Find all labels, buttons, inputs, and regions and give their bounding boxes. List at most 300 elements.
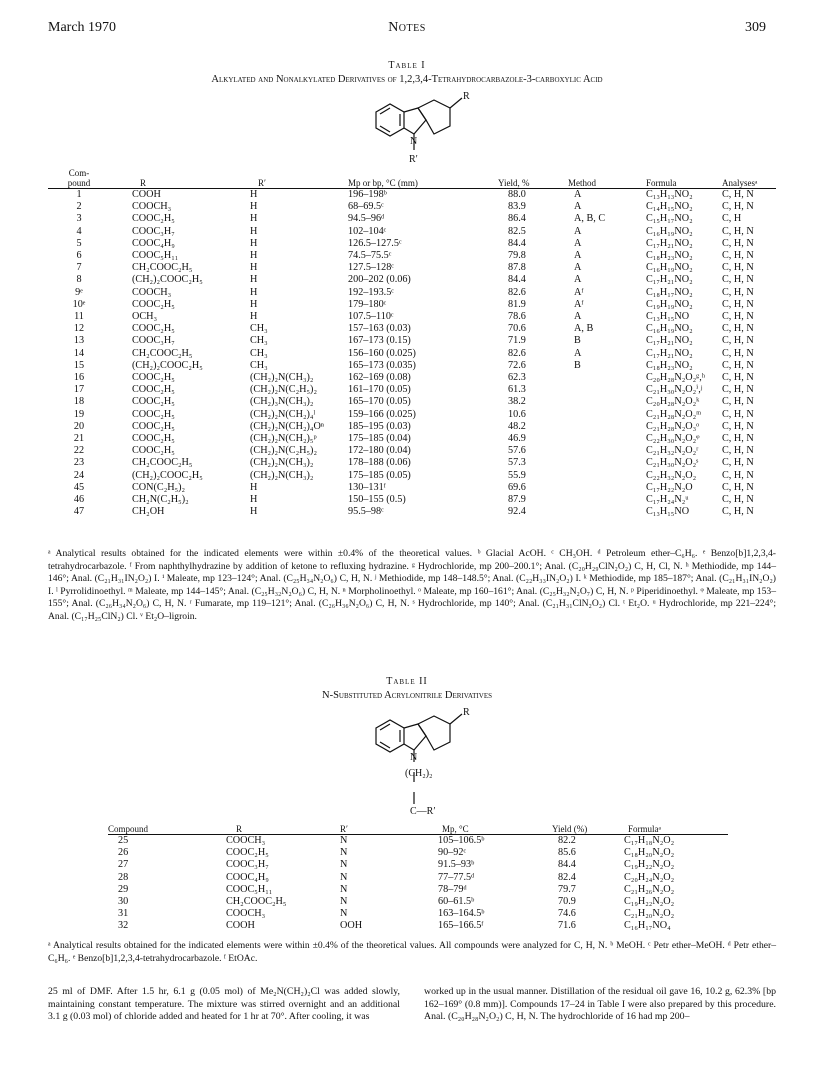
cell-rprime: (CH₂)₃N(CH₃)₂ xyxy=(250,396,314,408)
cell-yield: 79.8 xyxy=(508,250,526,262)
cell-r: COOC₂H₅ xyxy=(132,213,175,225)
cell-r: COOH xyxy=(132,189,161,200)
col-rprime: R′ xyxy=(228,178,348,189)
cell-analyses: C, H, N xyxy=(722,396,754,408)
cell-analyses: C, H, N xyxy=(722,384,754,396)
struct2-n-label: N xyxy=(410,752,418,763)
col-r: R xyxy=(110,178,228,189)
table1-row xyxy=(48,482,776,494)
cell-r: COOC₄H₉ xyxy=(132,237,175,249)
table2 xyxy=(108,824,728,933)
cell-yield: 88.0 xyxy=(508,189,526,200)
cell-compound: 1 xyxy=(76,189,82,200)
cell-r: COOCH₃ xyxy=(226,908,266,920)
cell-rprime: H xyxy=(250,250,258,262)
cell-rprime: N xyxy=(340,908,348,920)
cell-analyses: C, H, N xyxy=(722,481,754,493)
cell-r: CH₂OH xyxy=(132,506,165,518)
cell-analyses: C, H, N xyxy=(722,311,754,323)
cell-r: COOCH₃ xyxy=(226,835,266,846)
cell-yield: 82.6 xyxy=(508,286,526,298)
cell-rprime: (CH₂)₂N(CH₃)₂ xyxy=(250,457,314,469)
cell-mp: 165–170 (0.05) xyxy=(348,396,411,408)
cell-mp: 196–198ᵇ xyxy=(348,189,387,200)
table1-label: Table I xyxy=(388,60,426,71)
cell-rprime: H xyxy=(250,494,258,506)
table2-title: N-Substituted Acrylonitrile Derivatives xyxy=(321,690,492,701)
cell-formula: C₂₁H₂₆N₂O₂ xyxy=(624,883,675,895)
table1-row xyxy=(48,384,776,396)
cell-compound: 46 xyxy=(73,494,85,506)
table1-row xyxy=(48,409,776,421)
cell-yield: 71.9 xyxy=(508,335,526,347)
cell-yield: 74.6 xyxy=(558,908,576,920)
cell-compound: 27 xyxy=(118,859,129,871)
cell-mp: 175–185 (0.04) xyxy=(348,433,411,445)
cell-yield: 92.4 xyxy=(508,506,526,518)
cell-analyses: C, H, N xyxy=(722,262,754,274)
cell-analyses: C, H, N xyxy=(722,433,754,445)
cell-method: A xyxy=(574,189,582,200)
cell-yield: 78.6 xyxy=(508,311,526,323)
cell-rprime: (CH₂)₂N(C₂H₅)₂ xyxy=(250,445,317,457)
cell-formula: C₁₆H₁₇NO₄ xyxy=(624,920,671,932)
cell-r: COOCH₃ xyxy=(132,201,172,213)
cell-mp: 163–164.5ᵇ xyxy=(438,908,485,920)
cell-analyses: C, H, N xyxy=(722,286,754,298)
cell-yield: 87.9 xyxy=(508,494,526,506)
cell-mp: 156–160 (0.025) xyxy=(348,347,416,359)
cell-compound: 13 xyxy=(73,335,85,347)
cell-rprime: H xyxy=(250,481,258,493)
cell-method: A, B, C xyxy=(574,213,606,225)
cell-method xyxy=(560,445,636,457)
cell-formula: C₁₆H₁₉NO₂ xyxy=(646,225,693,237)
cell-formula: C₂₂H₃₂N₂O₂ xyxy=(646,469,697,481)
cell-r: (CH₂)₂COOC₂H₅ xyxy=(132,359,203,371)
cell-formula: C₁₈H₂₀N₂O₂ xyxy=(624,847,675,859)
cell-mp: 200–202 (0.06) xyxy=(348,274,411,286)
cell-analyses: C, H, N xyxy=(722,408,754,420)
cell-r: (CH₂)₂COOC₂H₅ xyxy=(132,469,203,481)
cell-mp: 60–61.5ᵇ xyxy=(438,896,475,908)
cell-mp: 107.5–110ᶜ xyxy=(348,311,394,323)
cell-analyses: C, H, N xyxy=(722,225,754,237)
table2-row xyxy=(108,908,728,920)
cell-r: COOC₂H₅ xyxy=(132,372,175,384)
table1-title: Alkylated and Nonalkylated Derivatives of 1,2,3,4-Tetrahydrocarbazole-3-carboxylic Acid xyxy=(211,74,603,85)
cell-mp: 105–106.5ᵇ xyxy=(438,835,485,846)
cell-analyses: C, H, N xyxy=(722,445,754,457)
struct1-r-label: R xyxy=(463,91,470,102)
cell-rprime: N xyxy=(340,859,348,871)
table2-row xyxy=(108,872,728,884)
cell-compound: 20 xyxy=(73,420,85,432)
table1-row xyxy=(48,494,776,506)
table1-footnotes: ᵃ Analytical results obtained for the indicated elements were within ±0.4% of the theoretical values. ᵇ Glacial AcOH. ᶜ CH₃OH. ᵈ Petroleum ether–C₆H₆. ᵉ Benzo[b]1,2,3,4-tetrahydrocarbazole. ᶠ From naphthylhydrazine by addition of ketone to refluxing hydrazine. ᵍ Hydrochloride, mp 200–200.1°; Anal. (C₂₀H₂₉ClN₂O₂) C, H, Cl, N. ʰ Methiodide, mp 144–146°; Anal. (C₂₁H₃₁IN₂O₂) I. ⁱ Maleate, mp 123–124°; Anal. (C₂₅H₃₄N₂O₆) C, H, N. ʲ Methiodide, mp 148–148.5°; Anal. (C₂₂H₃₃IN₂O₂) I. ᵏ Methiodide, mp 185–187°; Anal. (C₂₁H₃₁IN₂O₂) I. ˡ Pyrrolidinoethyl. ᵐ Maleate, mp 144–145°; Anal. (C₂₅H₃₂N₂O₆) C, H, N. ⁿ Morpholinoethyl. ᵒ Maleate, mp 160–161°; Anal. (C₂₅H₃₂N₂O₇) C, H, N. ᵖ Piperidinoethyl. ᵠ Maleate, mp 153–155°; Anal. (C₂₆H₃₄N₂O₆) C, H, N. ʳ Fumarate, mp 119–121°; Anal. (C₂₆H₃₆N₂O₆) C, H, N. ˢ Hydrochloride, mp 140°; Anal. (C₂₁H₃₁ClN₂O₂) Cl. ᵗ Et₂O. ᵘ Hydrochloride, mp 221–224°; Anal. (C₁₇H₂₅ClN₂) Cl. ᵛ Et₂O–ligroin. xyxy=(48,548,776,622)
cell-r: OCH₃ xyxy=(132,311,158,323)
table2-structure xyxy=(358,706,498,824)
cell-compound: 31 xyxy=(118,908,129,920)
cell-mp: 159–166 (0.025) xyxy=(348,408,416,420)
cell-method: B xyxy=(574,335,581,347)
cell-compound: 47 xyxy=(73,506,85,518)
table1-row xyxy=(48,372,776,384)
cell-formula: C₁₇H₂₁NO₂ xyxy=(646,335,693,347)
cell-analyses: C, H, N xyxy=(722,298,754,310)
table2-row xyxy=(108,896,728,908)
table1-row xyxy=(48,445,776,457)
cell-formula: C₁₈H₁₇NO₂ xyxy=(646,286,693,298)
cell-rprime: H xyxy=(250,506,258,518)
cell-rprime: N xyxy=(340,847,348,859)
cell-rprime: (CH₂)₂N(CH₃)₂ xyxy=(250,372,314,384)
cell-mp: 94.5–96ᵈ xyxy=(348,213,385,225)
cell-r: COOC₂H₅ xyxy=(226,847,269,859)
table1-row xyxy=(48,335,776,347)
col2-yield: Yield (%) xyxy=(528,824,624,835)
cell-analyses: C, H, N xyxy=(722,469,754,481)
col-formula: Formula xyxy=(636,178,722,189)
cell-mp: 91.5–93ᵇ xyxy=(438,859,475,871)
col-compound-1: Com- xyxy=(68,168,90,178)
struct2-ch2-label: (CH₂)₂ xyxy=(405,768,433,779)
cell-mp: 165–166.5ᶠ xyxy=(438,920,484,932)
cell-method: Aᶠ xyxy=(574,286,584,298)
cell-yield: 70.9 xyxy=(558,896,576,908)
table2-row xyxy=(108,835,728,848)
cell-analyses: C, H, N xyxy=(722,372,754,384)
cell-method: A xyxy=(574,274,582,286)
cell-rprime: CH₃ xyxy=(250,359,268,371)
cell-mp: 95.5–98ᶜ xyxy=(348,506,384,518)
cell-analyses: C, H, N xyxy=(722,420,754,432)
cell-method xyxy=(560,506,636,518)
cell-rprime: N xyxy=(340,883,348,895)
cell-analyses: C, H, N xyxy=(722,250,754,262)
cell-rprime: H xyxy=(250,262,258,274)
col2-rprime: R′ xyxy=(316,824,422,835)
table2-body xyxy=(108,835,728,933)
cell-mp: 150–155 (0.5) xyxy=(348,494,406,506)
cell-rprime: H xyxy=(250,213,258,225)
col-mp: Mp or bp, °C (mm) xyxy=(348,178,498,189)
cell-r: COOC₃H₇ xyxy=(226,859,269,871)
cell-yield: 82.2 xyxy=(558,835,576,846)
cell-compound: 32 xyxy=(118,920,129,932)
cell-rprime: H xyxy=(250,237,258,249)
table1-row xyxy=(48,299,776,311)
cell-compound: 9ᵉ xyxy=(75,286,83,298)
cell-mp: 126.5–127.5ᶜ xyxy=(348,237,402,249)
cell-mp: 162–169 (0.08) xyxy=(348,372,411,384)
cell-r: CH₂COOC₂H₅ xyxy=(132,347,193,359)
cell-rprime: H xyxy=(250,311,258,323)
cell-compound: 6 xyxy=(76,250,82,262)
cell-r: COOH xyxy=(226,920,255,932)
cell-method xyxy=(560,409,636,421)
cell-formula: C₁₆H₁₉NO₂ xyxy=(646,323,693,335)
cell-r: COOC₅H₁₁ xyxy=(132,250,179,262)
table1-row xyxy=(48,470,776,482)
cell-compound: 19 xyxy=(73,408,85,420)
table2-footnotes: ᵃ Analytical results obtained for the indicated elements were within ±0.4% of the theoretical values. All compounds were analyzed for C, H, N. ᵇ MeOH. ᶜ Petr ether–MeOH. ᵈ Petr ether–C₆H₆. ᵉ Benzo[b]1,2,3,4-tetrahydrocarbazole. ᶠ EtOAc. xyxy=(48,940,776,964)
cell-rprime: (CH₂)₂N(C₂H₅)₂ xyxy=(250,384,317,396)
cell-r: COOC₂H₅ xyxy=(132,408,175,420)
cell-yield: 84.4 xyxy=(558,859,576,871)
table1 xyxy=(48,168,776,518)
cell-analyses: C, H, N xyxy=(722,335,754,347)
cell-yield: 62.3 xyxy=(508,372,526,384)
struct2-c-label: C—R′ xyxy=(410,806,436,817)
body-text-right: worked up in the usual manner. Distillation of the residual oil gave 16, 10.2 g, 62.3% [bp 162–169° (0.8 mm)]. Compounds 17–24 in Table I were also prepared by this procedure. Anal. (C₂₀H₂₈N₂O₂) C, H, N. The hydrochloride of 16 had mp 200– xyxy=(424,986,776,1023)
table1-row xyxy=(48,213,776,225)
page-header xyxy=(48,20,766,40)
cell-r: COOC₂H₅ xyxy=(132,396,175,408)
cell-method: A xyxy=(574,250,582,262)
cell-compound: 22 xyxy=(73,445,85,457)
cell-compound: 17 xyxy=(73,384,85,396)
cell-compound: 15 xyxy=(73,359,85,371)
cell-formula: C₁₇H₂₂N₂O xyxy=(646,481,693,493)
cell-formula: C₁₃H₁₅NO xyxy=(646,506,690,518)
cell-r: COOC₅H₁₁ xyxy=(226,883,273,895)
col2-compound: Compound xyxy=(108,824,168,835)
cell-analyses: C, H, N xyxy=(722,494,754,506)
cell-yield: 72.6 xyxy=(508,359,526,371)
cell-mp: 130–131ᶠ xyxy=(348,481,386,493)
cell-analyses: C, H, N xyxy=(722,201,754,213)
table1-row xyxy=(48,396,776,408)
cell-r: COOC₂H₅ xyxy=(132,298,175,310)
cell-compound: 14 xyxy=(73,347,85,359)
cell-rprime: (CH₂)₂N(CH₂)₄Oⁿ xyxy=(250,420,325,432)
cell-formula: C₁₇H₁₈N₂O₂ xyxy=(624,835,675,846)
cell-method xyxy=(560,421,636,433)
cell-analyses: C, H, N xyxy=(722,323,754,335)
cell-rprime: N xyxy=(340,835,348,846)
cell-rprime: CH₃ xyxy=(250,335,268,347)
table1-row xyxy=(48,226,776,238)
cell-formula: C₁₃H₁₅NO xyxy=(646,311,690,323)
cell-mp: 74.5–75.5ᶜ xyxy=(348,250,392,262)
cell-mp: 157–163 (0.03) xyxy=(348,323,411,335)
table2-row xyxy=(108,920,728,932)
cell-r: COOC₄H₉ xyxy=(226,871,269,883)
cell-formula: C₂₁H₂₈N₂O₃ᵒ xyxy=(646,420,700,432)
table1-row xyxy=(48,287,776,299)
table1-body xyxy=(48,189,776,519)
cell-formula: C₂₁H₂₀N₂O₂ xyxy=(624,908,675,920)
cell-mp: 127.5–128ᶜ xyxy=(348,262,394,274)
cell-analyses: C, H, N xyxy=(722,506,754,518)
cell-yield: 70.6 xyxy=(508,323,526,335)
cell-rprime: CH₃ xyxy=(250,323,268,335)
cell-r: CH₂COOC₂H₅ xyxy=(132,457,193,469)
cell-formula: C₁₉H₂₂N₂O₂ xyxy=(624,896,675,908)
cell-yield: 38.2 xyxy=(508,396,526,408)
cell-rprime: H xyxy=(250,298,258,310)
cell-mp: 78–79ᵈ xyxy=(438,883,467,895)
table2-row xyxy=(108,884,728,896)
cell-compound: 29 xyxy=(118,883,129,895)
section-name: Notes xyxy=(388,20,426,35)
cell-rprime: H xyxy=(250,274,258,286)
cell-mp: 165–173 (0.035) xyxy=(348,359,416,371)
cell-formula: C₂₁H₃₀N₂O₂ⁱ,ʲ xyxy=(646,384,703,396)
cell-method: A xyxy=(574,311,582,323)
cell-yield: 82.5 xyxy=(508,225,526,237)
cell-formula: C₁₆H₁₉NO₂ xyxy=(646,262,693,274)
cell-compound: 16 xyxy=(73,372,85,384)
cell-rprime: (CH₂)₂N(CH₃)₂ xyxy=(250,469,314,481)
cell-yield: 57.3 xyxy=(508,457,526,469)
table1-structure xyxy=(358,90,478,170)
cell-mp: 77–77.5ᵈ xyxy=(438,871,475,883)
cell-yield: 84.4 xyxy=(508,274,526,286)
cell-rprime: OOH xyxy=(340,920,363,932)
cell-compound: 21 xyxy=(73,433,85,445)
table1-row xyxy=(48,262,776,274)
cell-yield: 79.7 xyxy=(558,883,576,895)
cell-formula: C₁₈H₂₃NO₂ xyxy=(646,250,693,262)
cell-compound: 12 xyxy=(73,323,85,335)
cell-yield: 55.9 xyxy=(508,469,526,481)
col2-mp: Mp, °C xyxy=(422,824,528,835)
cell-analyses: C, H, N xyxy=(722,189,754,200)
cell-mp: 185–195 (0.03) xyxy=(348,420,411,432)
cell-yield: 86.4 xyxy=(508,213,526,225)
cell-compound: 10ᵉ xyxy=(72,298,86,310)
cell-formula: C₂₁H₂₈N₂O₂ᵐ xyxy=(646,408,702,420)
cell-mp: 68–69.5ᶜ xyxy=(348,201,384,213)
cell-method: A xyxy=(574,201,582,213)
col-compound-2: pound xyxy=(48,178,110,189)
cell-formula: C₁₇H₂₁NO₂ xyxy=(646,347,693,359)
cell-yield: 81.9 xyxy=(508,298,526,310)
table1-header-row-2 xyxy=(48,178,776,189)
cell-analyses: C, H, N xyxy=(722,237,754,249)
cell-formula: C₂₀H₂₈N₂O₂ᵍ,ʰ xyxy=(646,372,706,384)
cell-rprime: N xyxy=(340,896,348,908)
table1-row xyxy=(48,433,776,445)
cell-r: CH₂COOC₂H₅ xyxy=(226,896,287,908)
cell-yield: 61.3 xyxy=(508,384,526,396)
struct1-rprime-label: R′ xyxy=(409,154,418,165)
cell-formula: C₁₉H₂₂N₂O₂ xyxy=(624,859,675,871)
page-number: 309 xyxy=(745,20,766,35)
struct2-r-label: R xyxy=(463,707,470,718)
cell-yield: 83.9 xyxy=(508,201,526,213)
cell-formula: C₁₅H₁₇NO₂ xyxy=(646,213,693,225)
cell-method: B xyxy=(574,359,581,371)
cell-compound: 23 xyxy=(73,457,85,469)
col-yield: Yield, % xyxy=(498,178,560,189)
cell-method xyxy=(560,482,636,494)
table1-row xyxy=(48,421,776,433)
cell-compound: 3 xyxy=(76,213,82,225)
cell-formula: C₂₂H₃₀N₂O₂ᵠ xyxy=(646,433,700,445)
cell-method xyxy=(560,396,636,408)
cell-r: COOC₂H₅ xyxy=(132,420,175,432)
cell-formula: C₁₇H₂₁NO₂ xyxy=(646,237,693,249)
cell-rprime: CH₃ xyxy=(250,347,268,359)
cell-rprime: N xyxy=(340,871,348,883)
journal-date: March 1970 xyxy=(48,20,117,35)
cell-mp: 102–104ᶜ xyxy=(348,225,387,237)
cell-yield: 84.4 xyxy=(508,237,526,249)
cell-rprime: H xyxy=(250,201,258,213)
cell-rprime: H xyxy=(250,225,258,237)
cell-mp: 178–188 (0.06) xyxy=(348,457,411,469)
table1-row xyxy=(48,323,776,335)
cell-method: A xyxy=(574,347,582,359)
cell-method: A xyxy=(574,225,582,237)
cell-yield: 57.6 xyxy=(508,445,526,457)
cell-rprime: H xyxy=(250,286,258,298)
col2-r: R xyxy=(168,824,316,835)
cell-mp: 192–193.5ᶜ xyxy=(348,286,394,298)
cell-formula: C₂₁H₃₀N₂O₂ˢ xyxy=(646,457,699,469)
cell-compound: 11 xyxy=(74,311,84,323)
cell-analyses: C, H, N xyxy=(722,359,754,371)
cell-method: A xyxy=(574,237,582,249)
cell-compound: 8 xyxy=(76,274,82,286)
cell-formula: C₁₈H₂₃NO₂ xyxy=(646,359,693,371)
cell-compound: 24 xyxy=(73,469,85,481)
cell-method xyxy=(560,457,636,469)
cell-compound: 2 xyxy=(76,201,82,213)
table1-row xyxy=(48,311,776,323)
cell-mp: 175–185 (0.05) xyxy=(348,469,411,481)
body-text-left: 25 ml of DMF. After 1.5 hr, 6.1 g (0.05 mol) of Me₂N(CH₂)₂Cl was added slowly, maintaining constant temperature. The mixture was stirred overnight and an additional 3.1 g (0.03 mol) of chloride added and heated for 1 hr at 70°. After cooling, it was xyxy=(48,986,400,1023)
table1-row xyxy=(48,360,776,372)
col-analyses: Analysesᵃ xyxy=(722,178,776,189)
cell-method: A xyxy=(574,262,582,274)
cell-r: COOCH₃ xyxy=(132,286,172,298)
table2-row xyxy=(108,847,728,859)
table2-label: Table II xyxy=(386,676,428,687)
cell-analyses: C, H, N xyxy=(722,274,754,286)
cell-compound: 18 xyxy=(73,396,85,408)
cell-r: COOC₂H₅ xyxy=(132,384,175,396)
cell-rprime: (CH₂)₂N(CH₂)₅ᵖ xyxy=(250,433,317,445)
cell-compound: 4 xyxy=(76,225,82,237)
cell-method: A, B xyxy=(574,323,594,335)
cell-formula: C₁₄H₁₅NO₂ xyxy=(646,201,693,213)
table1-row xyxy=(48,348,776,360)
cell-formula: C₁₇H₂₄N₂ᵘ xyxy=(646,494,689,506)
cell-yield: 48.2 xyxy=(508,420,526,432)
cell-yield: 69.6 xyxy=(508,481,526,493)
cell-yield: 71.6 xyxy=(558,920,576,932)
table1-row xyxy=(48,189,776,202)
cell-rprime: (CH₂)₂N(CH₂)₄ˡ xyxy=(250,408,316,420)
cell-formula: C₂₀H₂₈N₂O₂ᵏ xyxy=(646,396,700,408)
cell-formula: C₁₉H₁₉NO₂ xyxy=(646,298,693,310)
cell-analyses: C, H xyxy=(722,213,742,225)
cell-method: Aᶠ xyxy=(574,298,584,310)
cell-mp: 179–180ᶜ xyxy=(348,298,387,310)
cell-yield: 10.6 xyxy=(508,408,526,420)
cell-analyses: C, H, N xyxy=(722,347,754,359)
table2-row xyxy=(108,859,728,871)
cell-compound: 25 xyxy=(118,835,129,846)
cell-yield: 87.8 xyxy=(508,262,526,274)
table1-row xyxy=(48,457,776,469)
cell-compound: 28 xyxy=(118,871,129,883)
table1-row xyxy=(48,201,776,213)
